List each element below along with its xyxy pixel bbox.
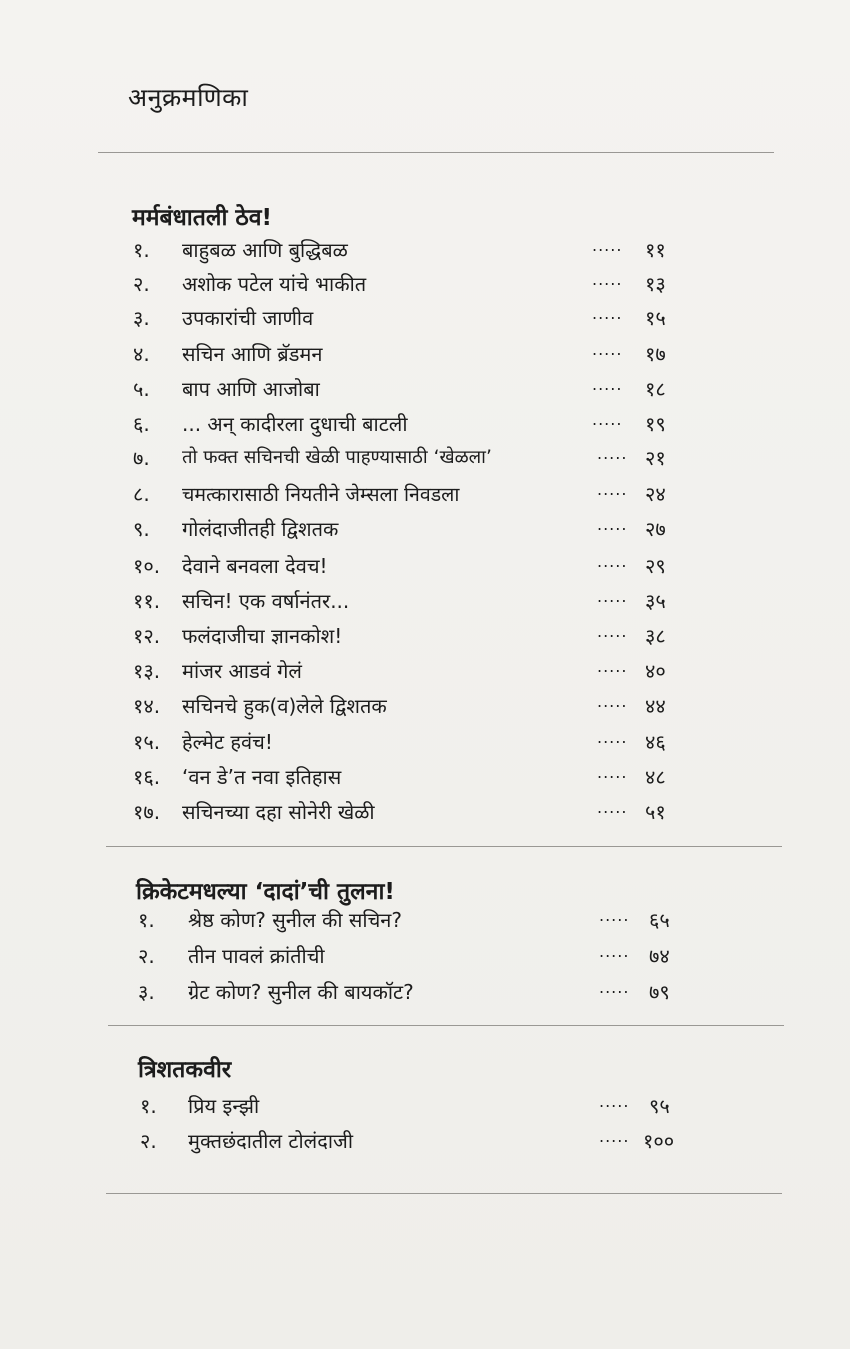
dot-leader: ..... bbox=[592, 375, 623, 394]
dot-leader: ..... bbox=[592, 410, 623, 429]
toc-entry bbox=[0, 444, 850, 478]
toc-entry bbox=[0, 340, 850, 374]
entry-page-number: २१ bbox=[645, 446, 666, 470]
entry-number: २. bbox=[138, 944, 155, 968]
toc-entry bbox=[0, 622, 850, 656]
divider bbox=[108, 1025, 784, 1026]
section-heading: मर्मबंधातली ठेव! bbox=[132, 205, 273, 231]
entry-number: ४. bbox=[133, 342, 150, 366]
entry-number: ७. bbox=[133, 446, 150, 470]
toc-entry bbox=[0, 692, 850, 726]
entry-number: १३. bbox=[133, 659, 161, 683]
entry-page-number: १७ bbox=[645, 342, 666, 366]
dot-leader: ..... bbox=[597, 552, 628, 571]
dot-leader: ..... bbox=[599, 1092, 630, 1111]
toc-entry bbox=[0, 728, 850, 762]
entry-page-number: ४८ bbox=[645, 765, 666, 789]
entry-title: सचिन! एक वर्षानंतर... bbox=[182, 589, 350, 613]
entry-title: तो फक्त सचिनची खेळी पाहण्यासाठी ‘खेळला’ bbox=[182, 447, 492, 468]
entry-number: १५. bbox=[133, 730, 161, 754]
dot-leader: ..... bbox=[597, 657, 628, 676]
section-heading: त्रिशतकवीर bbox=[138, 1057, 232, 1083]
dot-leader: ..... bbox=[597, 728, 628, 747]
toc-entry bbox=[0, 942, 850, 976]
entry-page-number: १३ bbox=[645, 272, 666, 296]
entry-title: तीन पावलं क्रांतीची bbox=[188, 944, 325, 968]
entry-page-number: ५१ bbox=[645, 800, 666, 824]
entry-title: प्रिय इन्झी bbox=[188, 1094, 260, 1118]
entry-number: १७. bbox=[133, 800, 161, 824]
toc-entry bbox=[0, 410, 850, 444]
dot-leader: ..... bbox=[599, 1127, 630, 1146]
entry-title: सचिनच्या दहा सोनेरी खेळी bbox=[182, 800, 375, 824]
entry-number: १. bbox=[138, 908, 155, 932]
dot-leader: ..... bbox=[597, 480, 628, 499]
entry-title: ‘वन डे’त नवा इतिहास bbox=[182, 765, 342, 789]
entry-page-number: ६५ bbox=[649, 908, 670, 932]
dot-leader: ..... bbox=[592, 270, 623, 289]
dot-leader: ..... bbox=[597, 444, 628, 463]
entry-page-number: १८ bbox=[645, 377, 666, 401]
toc-entry bbox=[0, 1092, 850, 1126]
entry-title: मांजर आडवं गेलं bbox=[182, 659, 302, 683]
entry-number: ३. bbox=[138, 980, 155, 1004]
entry-page-number: १०० bbox=[643, 1129, 675, 1153]
entry-title: उपकारांची जाणीव bbox=[182, 306, 314, 330]
section-heading: क्रिकेटमधल्या ‘दादां’ची तुलना! bbox=[136, 879, 395, 905]
dot-leader: ..... bbox=[597, 763, 628, 782]
entry-number: ५. bbox=[133, 377, 150, 401]
entry-number: ३. bbox=[133, 306, 150, 330]
entry-page-number: १५ bbox=[645, 306, 666, 330]
dot-leader: ..... bbox=[599, 942, 630, 961]
toc-entry bbox=[0, 587, 850, 621]
entry-number: १. bbox=[133, 238, 150, 262]
entry-page-number: ३५ bbox=[645, 589, 666, 613]
entry-page-number: ४० bbox=[645, 659, 666, 683]
toc-entry bbox=[0, 1127, 850, 1161]
entry-page-number: २४ bbox=[645, 482, 666, 506]
entry-title: मुक्तछंदातील टोलंदाजी bbox=[188, 1129, 354, 1153]
divider bbox=[98, 152, 774, 153]
entry-page-number: १९ bbox=[645, 412, 666, 436]
divider bbox=[106, 1193, 782, 1194]
toc-entry bbox=[0, 480, 850, 514]
entry-title: ... अन् कादीरला दुधाची बाटली bbox=[182, 412, 408, 436]
dot-leader: ..... bbox=[592, 236, 623, 255]
entry-number: १. bbox=[140, 1094, 157, 1118]
dot-leader: ..... bbox=[597, 798, 628, 817]
entry-number: २. bbox=[133, 272, 150, 296]
toc-entry bbox=[0, 657, 850, 691]
dot-leader: ..... bbox=[597, 622, 628, 641]
entry-number: १०. bbox=[133, 554, 161, 578]
entry-title: गोलंदाजीतही द्विशतक bbox=[182, 517, 339, 541]
entry-number: ८. bbox=[133, 482, 150, 506]
dot-leader: ..... bbox=[592, 340, 623, 359]
dot-leader: ..... bbox=[592, 304, 623, 323]
dot-leader: ..... bbox=[597, 692, 628, 711]
entry-title: हेल्मेट हवंच! bbox=[182, 730, 273, 754]
entry-page-number: ११ bbox=[645, 238, 666, 262]
entry-title: ग्रेट कोण? सुनील की बायकॉट? bbox=[188, 980, 414, 1004]
entry-number: १६. bbox=[133, 765, 161, 789]
entry-page-number: ९५ bbox=[649, 1094, 670, 1118]
entry-number: ६. bbox=[133, 412, 150, 436]
entry-title: सचिनचे हुक(व)लेले द्विशतक bbox=[182, 694, 387, 718]
toc-entry bbox=[0, 978, 850, 1012]
dot-leader: ..... bbox=[597, 587, 628, 606]
toc-entry bbox=[0, 375, 850, 409]
toc-entry bbox=[0, 798, 850, 832]
dot-leader: ..... bbox=[599, 978, 630, 997]
toc-entry bbox=[0, 515, 850, 549]
entry-title: चमत्कारासाठी नियतीने जेम्सला निवडला bbox=[182, 483, 460, 506]
entry-page-number: ७४ bbox=[649, 944, 670, 968]
toc-entry bbox=[0, 236, 850, 270]
entry-title: अशोक पटेल यांचे भाकीत bbox=[182, 272, 367, 296]
toc-entry bbox=[0, 763, 850, 797]
entry-number: १४. bbox=[133, 694, 161, 718]
entry-number: २. bbox=[140, 1129, 157, 1153]
divider bbox=[106, 846, 782, 847]
entry-page-number: २७ bbox=[645, 517, 666, 541]
dot-leader: ..... bbox=[597, 515, 628, 534]
toc-entry bbox=[0, 270, 850, 304]
toc-entry bbox=[0, 304, 850, 338]
entry-title: देवाने बनवला देवच! bbox=[182, 554, 328, 578]
entry-page-number: ७९ bbox=[649, 980, 670, 1004]
dot-leader: ..... bbox=[599, 906, 630, 925]
entry-title: फलंदाजीचा ज्ञानकोश! bbox=[182, 624, 343, 648]
entry-number: ९. bbox=[133, 517, 150, 541]
entry-page-number: ४४ bbox=[645, 694, 666, 718]
toc-entry bbox=[0, 906, 850, 940]
entry-page-number: २९ bbox=[645, 554, 666, 578]
entry-number: १२. bbox=[133, 624, 161, 648]
entry-title: सचिन आणि ब्रॅडमन bbox=[182, 342, 323, 366]
entry-title: बाप आणि आजोबा bbox=[182, 377, 320, 401]
page-title: अनुक्रमणिका bbox=[128, 83, 249, 112]
entry-title: श्रेष्ठ कोण? सुनील की सचिन? bbox=[188, 908, 402, 932]
toc-entry bbox=[0, 552, 850, 586]
entry-page-number: ३८ bbox=[645, 624, 666, 648]
entry-number: ११. bbox=[133, 589, 161, 613]
entry-title: बाहुबळ आणि बुद्धिबळ bbox=[182, 238, 348, 262]
entry-page-number: ४६ bbox=[645, 730, 666, 754]
